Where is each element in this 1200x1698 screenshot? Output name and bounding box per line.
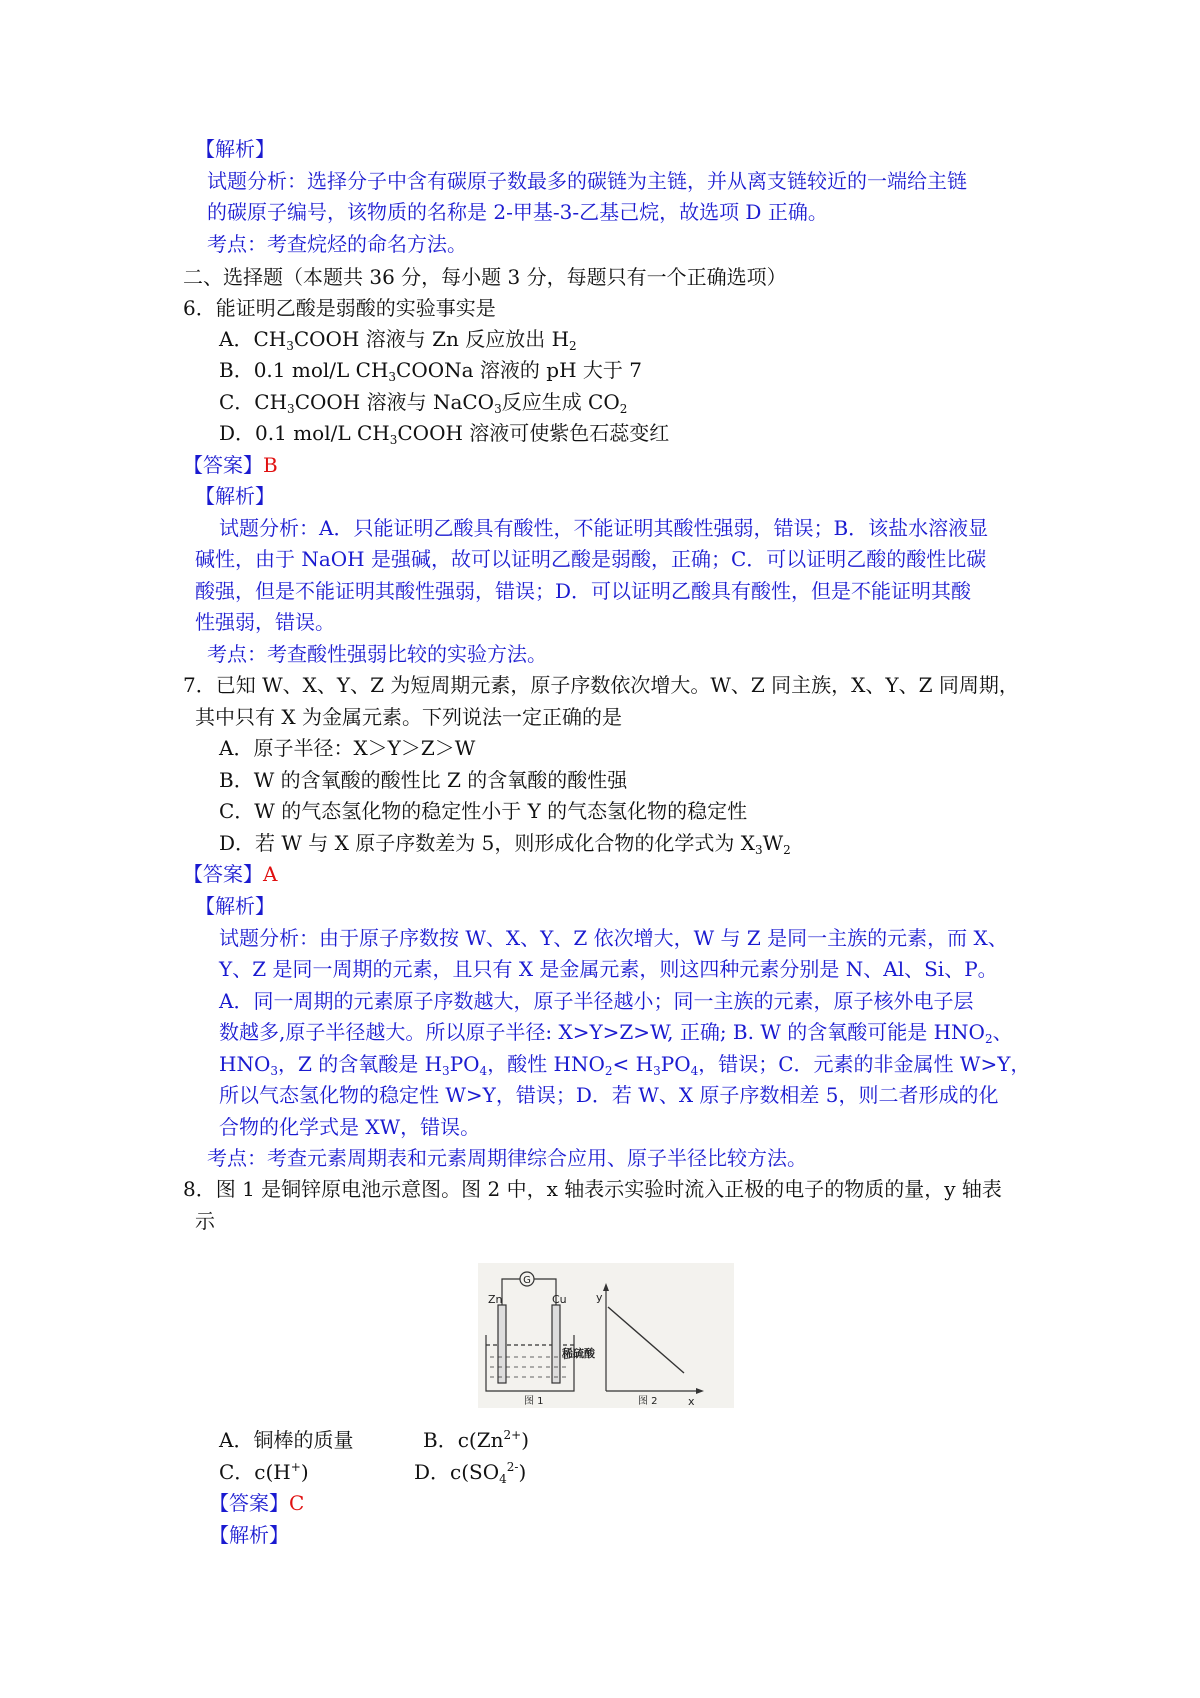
question-7-stem: 7．已知 W、X、Y、Z 为短周期元素，原子序数依次增大。W、Z 同主族，X、Y、Z 同周期， [183, 673, 1019, 697]
figure-1-caption: 图 1 [524, 1396, 544, 1407]
question-7-option-d: D．若 W 与 X 原子序数差为 5，则形成化合物的化学式为 $X_3W_2$ [219, 831, 791, 857]
analysis-text: A．同一周期的元素原子序数越大，原子半径越小；同一主族的元素，原子核外电子层 [219, 989, 974, 1013]
question-8-answer [209, 1487, 304, 1519]
knowledge-point: 考点：考查元素周期表和元素周期律综合应用、原子半径比较方法。 [207, 1146, 807, 1170]
graph-line [608, 1307, 684, 1373]
question-8-stem: 8．图 1 是铜锌原电池示意图。图 2 中，x 轴表示实验时流入正极的电子的物质的量，y 轴表 [183, 1177, 1002, 1201]
electrolyte-label: 稀硫酸 [562, 1347, 595, 1360]
question-6-answer [183, 449, 278, 481]
answer-label: 【答案】 [209, 1491, 289, 1515]
question-7-stem: 其中只有 X 为金属元素。下列说法一定正确的是 [195, 705, 622, 729]
analysis-heading: 【解析】 [209, 1523, 289, 1547]
analysis-text: 所以气态氢化物的稳定性 W>Y，错误；D．若 W、X 原子序数相差 5，则二者形成的化 [219, 1083, 999, 1107]
graph-y-axis-label: y [596, 1291, 603, 1304]
analysis-heading: 【解析】 [195, 484, 275, 508]
analysis-text: 性强弱，错误。 [195, 610, 335, 634]
analysis-text: 的碳原子编号，该物质的名称是 2-甲基-3-乙基己烷，故选项 D 正确。 [207, 200, 828, 224]
analysis-text: Y、Z 是同一周期的元素，且只有 X 是金属元素，则这四种元素分别是 N、Al、Si、P。 [219, 957, 998, 981]
copper-electrode-label: Cu [552, 1293, 567, 1306]
question-7-option-b: B．W 的含氧酸的酸性比 Z 的含氧酸的酸性强 [219, 768, 628, 792]
analysis-heading: 【解析】 [195, 894, 275, 918]
question-8-option-a: A．铜棒的质量 [219, 1428, 354, 1452]
question-6-stem: 6．能证明乙酸是弱酸的实验事实是 [183, 296, 496, 320]
question-7-option-a: A．原子半径：X＞Y＞Z＞W [219, 736, 476, 760]
analysis-text: 试题分析：由于原子序数按 W、X、Y、Z 依次增大，W 与 Z 是同一主族的元素，而 X、 [219, 926, 1008, 950]
question-6-option-b: B．0.1 mol/L $CH_3COONa$ 溶液的 pH 大于 7 [219, 358, 642, 384]
zinc-electrode-label: Zn [488, 1293, 503, 1306]
answer-value: C [289, 1491, 305, 1515]
section-heading: 二、选择题（本题共 36 分，每小题 3 分，每题只有一个正确选项） [183, 265, 787, 289]
analysis-text: 试题分析：选择分子中含有碳原子数最多的碳链为主链，并从离支链较近的一端给主链 [207, 169, 967, 193]
question-8-stem: 示 [195, 1209, 215, 1233]
answer-label: 【答案】 [183, 862, 263, 886]
answer-value: A [263, 862, 278, 886]
figure-2-graph [603, 1283, 704, 1394]
galvanometer-label: G [523, 1275, 531, 1286]
analysis-text: 合物的化学式是 XW，错误。 [219, 1115, 481, 1139]
answer-label: 【答案】 [183, 453, 263, 477]
question-7-option-c: C．W 的气态氢化物的稳定性小于 Y 的气态氢化物的稳定性 [219, 799, 748, 823]
analysis-text: $HNO_3$，Z 的含氧酸是 $H_3PO_4$，酸性 $HNO_2< H_3PO_4$，错误；C．元素的非金属性 W>Y， [219, 1052, 1031, 1078]
analysis-text: 数越多,原子半径越大。所以原子半径: X>Y>Z>W, 正确; B. W 的含氧酸可能是 $HNO_2$、 [219, 1020, 1013, 1046]
analysis-text: 酸强，但是不能证明其酸性强弱，错误；D．可以证明乙酸具有酸性，但是不能证明其酸 [195, 579, 972, 603]
figure-2-caption: 图 2 [638, 1396, 658, 1407]
question-6-option-a: A．$CH_3COOH$ 溶液与 Zn 反应放出 $H_2$ [219, 327, 577, 353]
analysis-text: 试题分析：A．只能证明乙酸具有酸性，不能证明其酸性强弱，错误；B．该盐水溶液显 [219, 516, 989, 540]
answer-value: B [263, 453, 278, 477]
knowledge-point: 考点：考查酸性强弱比较的实验方法。 [207, 642, 547, 666]
question-6-option-c: C．$CH_3COOH$ 溶液与 NaCO$_3$反应生成 $CO_2$ [219, 390, 628, 416]
galvanic-cell-diagram [486, 1272, 582, 1391]
analysis-heading: 【解析】 [195, 137, 275, 161]
question-7-answer [183, 858, 277, 890]
question-6-option-d: D．0.1 mol/L $CH_3COOH$ 溶液可使紫色石蕊变红 [219, 421, 670, 447]
graph-x-axis-label: x [688, 1395, 695, 1408]
question-8-option-c: C．c(H+) [219, 1460, 309, 1484]
galvanic-cell-figure [478, 1263, 734, 1408]
question-8-option-d: D．$c(SO_4^{2-})$ [414, 1460, 527, 1486]
analysis-text: 碱性，由于 NaOH 是强碱，故可以证明乙酸是弱酸，正确；C．可以证明乙酸的酸性比碳 [195, 547, 987, 571]
knowledge-point: 考点：考查烷烃的命名方法。 [207, 232, 467, 256]
question-8-option-b: B．$c(Zn^{2+})$ [423, 1428, 529, 1452]
